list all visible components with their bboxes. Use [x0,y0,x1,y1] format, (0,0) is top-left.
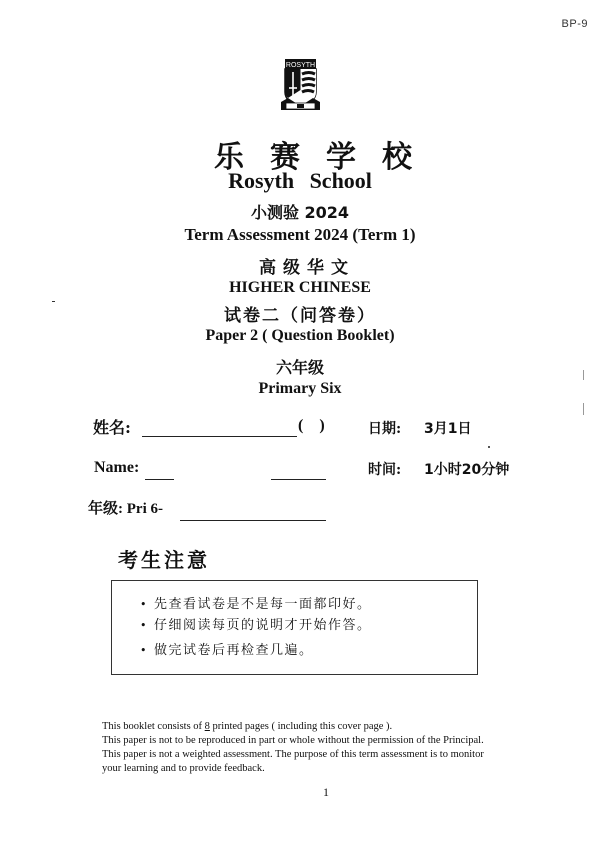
footer-notes [102,720,484,776]
scan-mark [583,370,584,380]
school-crest-icon [280,58,321,115]
scan-mark [488,446,490,448]
notice-item: • 先查看试卷是不是每一面都印好。 [140,597,372,612]
notice-item: • 仔细阅读每页的说明才开始作答。 [140,618,372,633]
name-en-field-start[interactable] [145,479,174,480]
time-value: 1小时20分钟 [424,462,510,478]
assessment-title-zh: 小测验 2024 [250,203,350,222]
class-field[interactable] [180,520,326,521]
scan-mark [583,403,584,415]
school-name-en: Rosyth School [228,168,372,193]
notice-item: • 做完试卷后再检查几遍。 [140,643,314,658]
footer-line-purpose-cont: your learning and to provide feedback. [102,763,265,774]
name-en-field-end[interactable] [271,479,326,480]
subject-zh: 高级华文 [259,258,355,278]
subject-en: HIGHER CHINESE [229,279,371,296]
name-en-label: Name: [94,459,140,476]
footer-line-pages: This booklet consists of 8 printed pages ( including this cover page ). [102,721,393,732]
page-number: 1 [323,785,329,799]
index-number-field[interactable]: ( ) [298,417,325,434]
school-name-zh: 乐赛学校 [214,140,438,175]
footer-line-copyright: This paper is not to be reproduced in part or whole without the permission of the Principal. [102,735,484,746]
crest-label: ROSYTH [285,62,316,69]
level-zh: 六年级 [275,358,324,377]
bullet-icon: • [140,619,148,632]
date-label: 日期: [368,421,402,437]
paper-title-zh: 试卷二（问答卷） [224,306,376,326]
paper-title-en: Paper 2 ( Question Booklet) [205,327,395,344]
footer-line-purpose: This paper is not a weighted assessment. The purpose of this term assessment is to monitor [102,749,484,760]
bullet-icon: • [140,598,148,611]
name-zh-label: 姓名: [93,418,131,437]
time-label: 时间: [368,462,402,478]
assessment-title-en: Term Assessment 2024 (Term 1) [184,225,416,244]
level-en: Primary Six [258,380,342,397]
scan-mark [52,301,55,302]
bullet-icon: • [140,644,148,657]
class-label: 年级: Pri 6- [88,501,163,517]
document-code: BP-9 [561,18,588,30]
date-value: 3月1日 [424,421,472,437]
notice-box [111,580,478,675]
name-zh-field[interactable] [142,436,297,437]
notice-title: 考生注意 [118,548,210,572]
